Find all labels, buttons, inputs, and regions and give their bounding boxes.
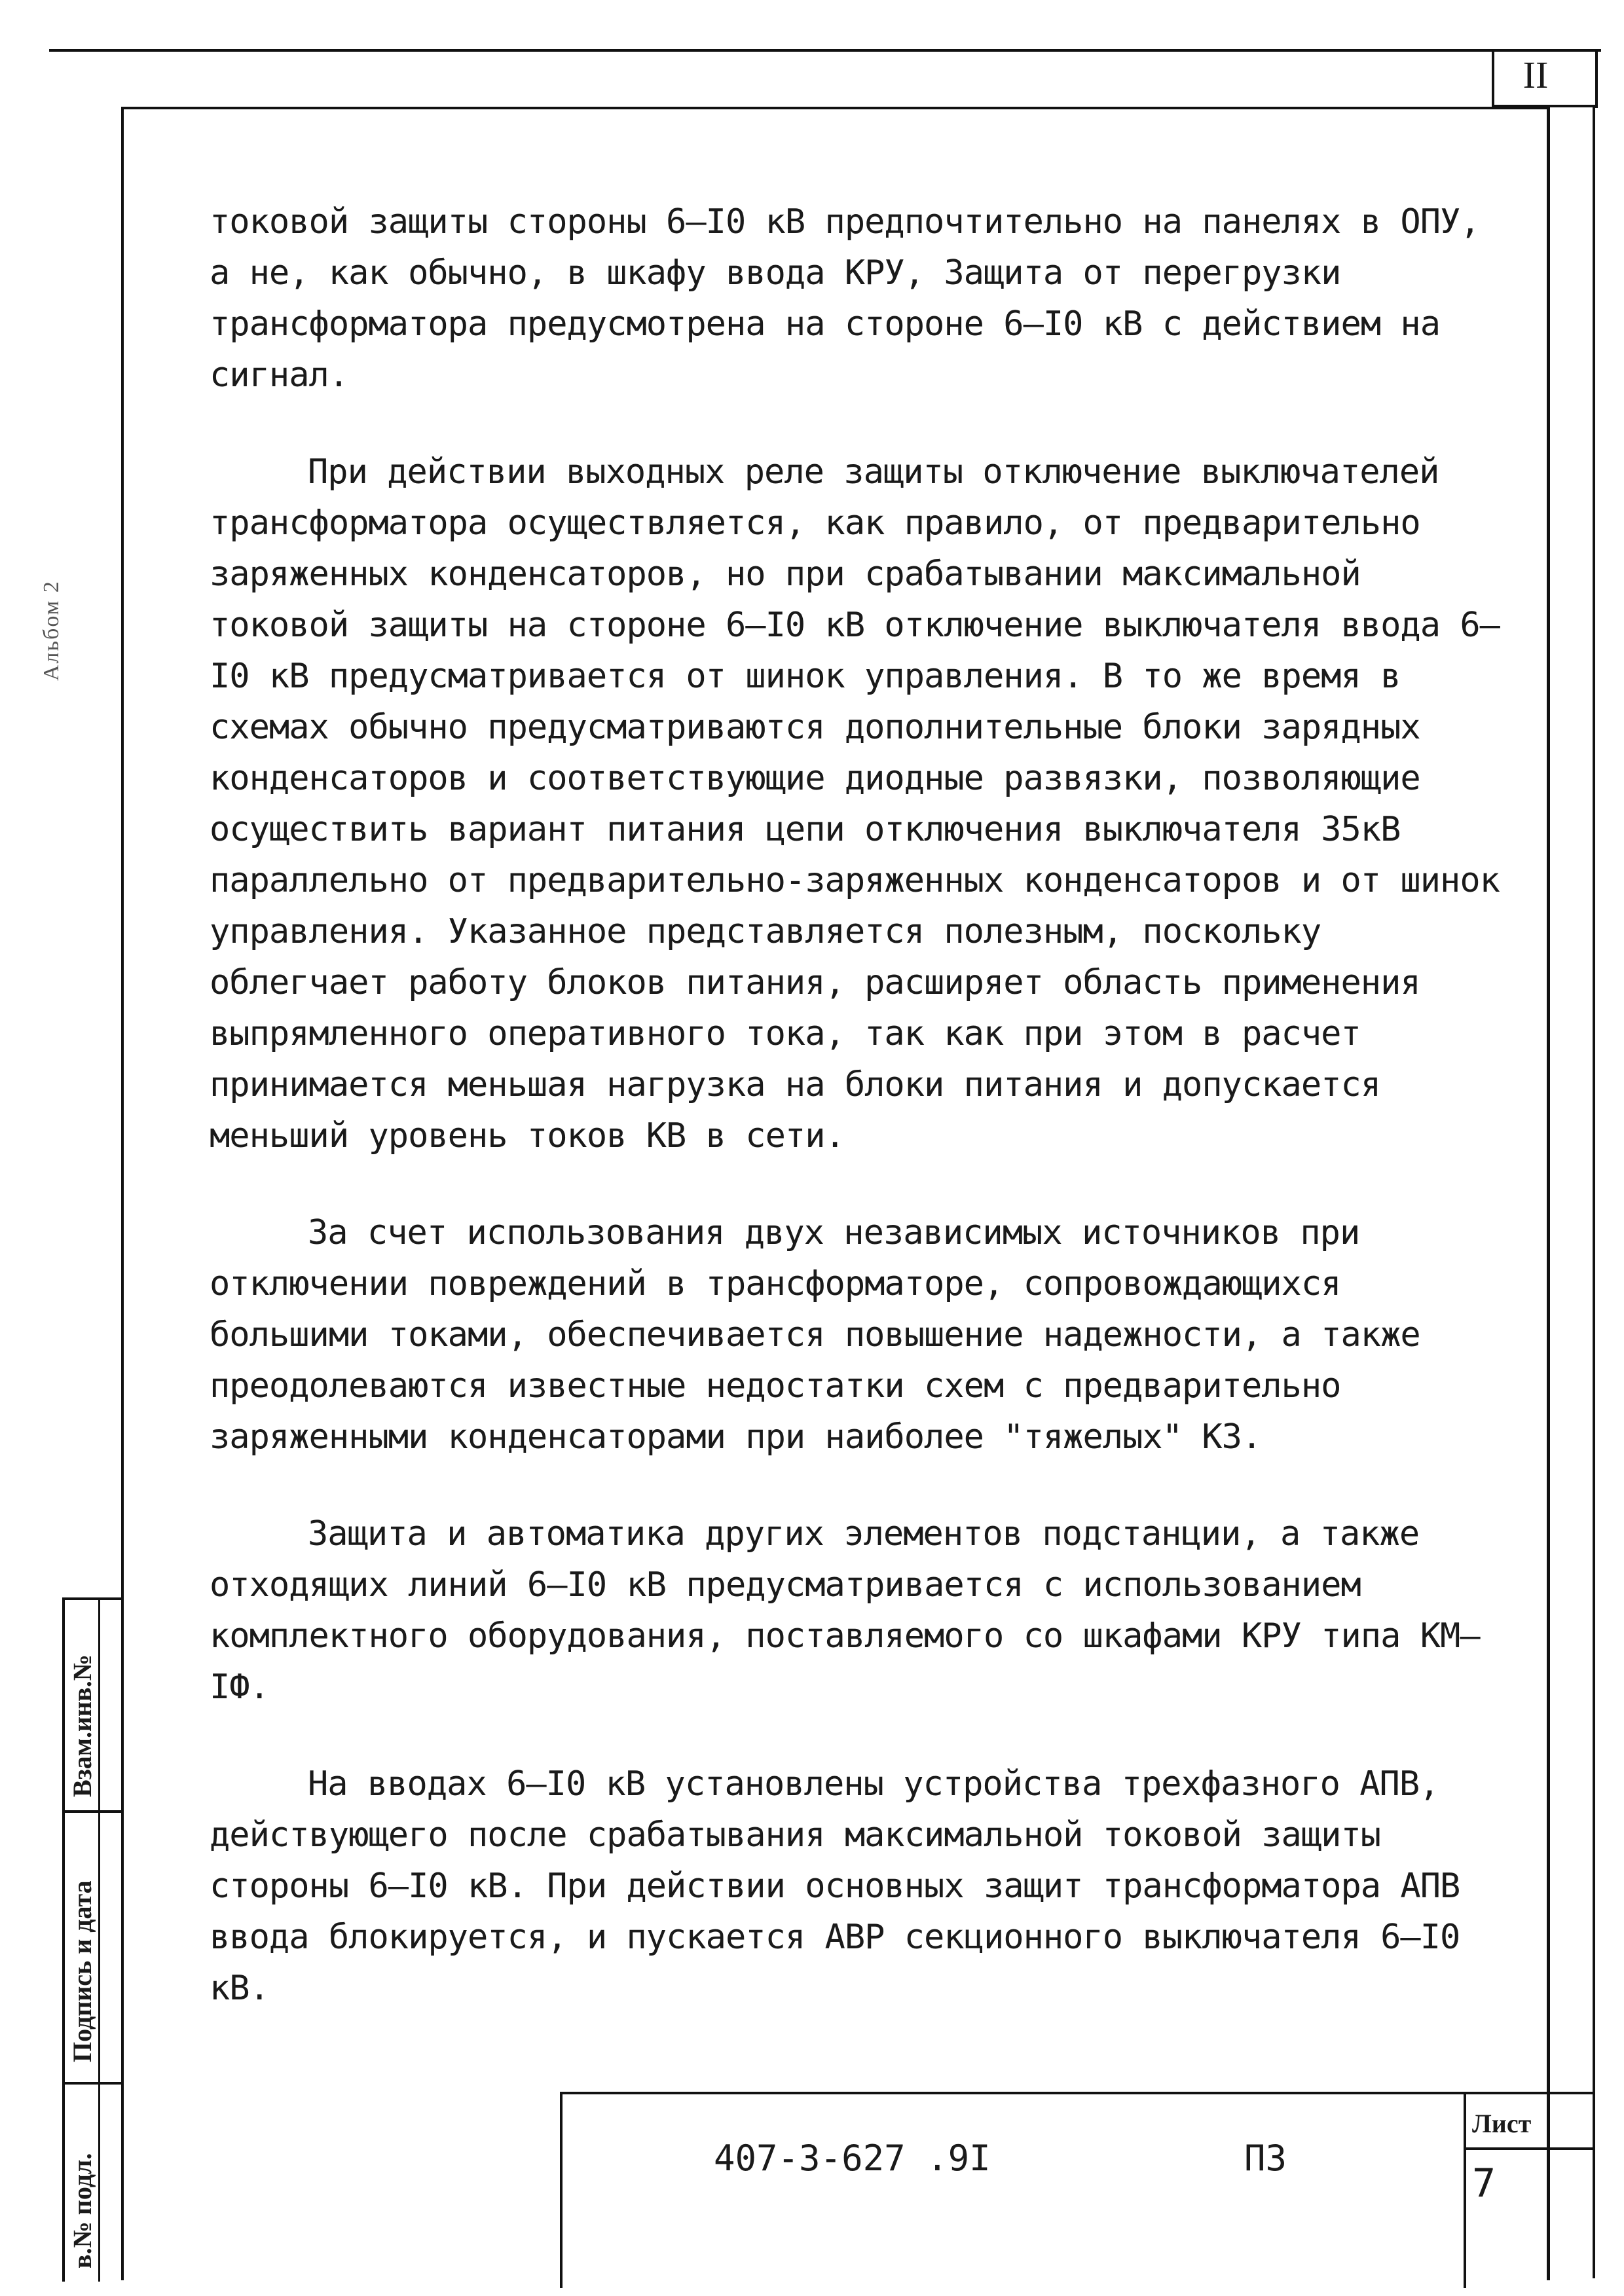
paragraph-5: На вводах 6–I0 кВ установлены устройства трехфазного АПВ, действующего после срабатывания максимальной токовой защиты стороны 6–I0 кВ. При действии основных защит трансформатора АПВ ввода блокируется, и пускается АВР секционного выключателя 6–I0 кВ. [210, 1764, 1460, 2008]
top-rule [49, 49, 1601, 52]
sheet-cell-left [1464, 2092, 1466, 2288]
side-album-label: Альбом 2 [39, 580, 64, 681]
document-section: ПЗ [1244, 2138, 1287, 2179]
album-number: II [1522, 54, 1549, 96]
exchange-inv-label: Взам.инв.№ [67, 1654, 97, 1797]
paragraph-1: токовой защиты стороны 6–I0 кВ предпочтительно на панелях в ОПУ, а не, как обычно, в шкафу ввода КРУ, Защита от перегрузки трансформатора предусмотрена на стороне 6–I0 кВ с действием на сигнал. [210, 202, 1480, 395]
album-box-bottom [1492, 105, 1596, 107]
signature-date-label: Подпись и дата [67, 1880, 97, 2062]
body-text [210, 196, 1513, 2060]
stamp-top [62, 1597, 122, 1600]
original-inv-label: в.№ подл. [67, 2153, 97, 2269]
frame-left [121, 107, 124, 2280]
document-code: 407-3-627 .9I [714, 2138, 991, 2179]
frame-top [121, 107, 1549, 109]
stamp-left [62, 1597, 65, 2282]
title-block-left [560, 2092, 563, 2288]
sheet-label: Лист [1472, 2109, 1532, 2138]
paragraph-2: При действии выходных реле защиты отключение выключателей трансформатора осуществляется, как правило, от предварительно заряженных конденсаторов, но при срабатывании максимальной токовой защиты на стороне 6–I0 кВ отключение выключателя ввода 6–I0 кВ предусматривается от шинок управления. В то же время в схемах обычно предусматриваются дополнительные блоки зарядных конденсаторов и соответствующие диодные развязки, позволяющие осуществить вариант питания цепи отключения выключателя 35кВ параллельно от предварительно-заряженных конденсаторов и от шинок управления. Указанное представляется полезным, поскольку облегчает работу блоков питания, расширяет область применения выпрямленного оперативного тока, так как при этом в расчет принимается меньшая нагрузка на блоки питания и допускается меньший уровень токов КВ в сети. [210, 452, 1500, 1156]
album-box-right [1595, 49, 1598, 108]
outer-right-border [1593, 105, 1595, 2278]
sheet-number: 7 [1472, 2160, 1496, 2206]
frame-right [1547, 107, 1550, 2280]
stamp-divider-1 [62, 1810, 122, 1813]
sheet-cell-divider [1464, 2147, 1595, 2150]
stamp-divider-2 [62, 2082, 122, 2085]
paragraph-3: За счет использования двух независимых источников при отключении повреждений в трансформаторе, сопровождающихся большими токами, обеспечивается повышение надежности, а также преодолеваются известные недостатки схем с предварительно заряженными конденсаторами при наиболее "тяжелых" КЗ. [210, 1213, 1420, 1457]
stamp-inner [98, 1597, 100, 2282]
title-block-top [560, 2092, 1595, 2094]
paragraph-4: Защита и автоматика других элементов подстанции, а также отходящих линий 6–I0 кВ предусматривается с использованием комплектного оборудования, поставляемого со шкафами КРУ типа КМ–IФ. [210, 1514, 1480, 1707]
